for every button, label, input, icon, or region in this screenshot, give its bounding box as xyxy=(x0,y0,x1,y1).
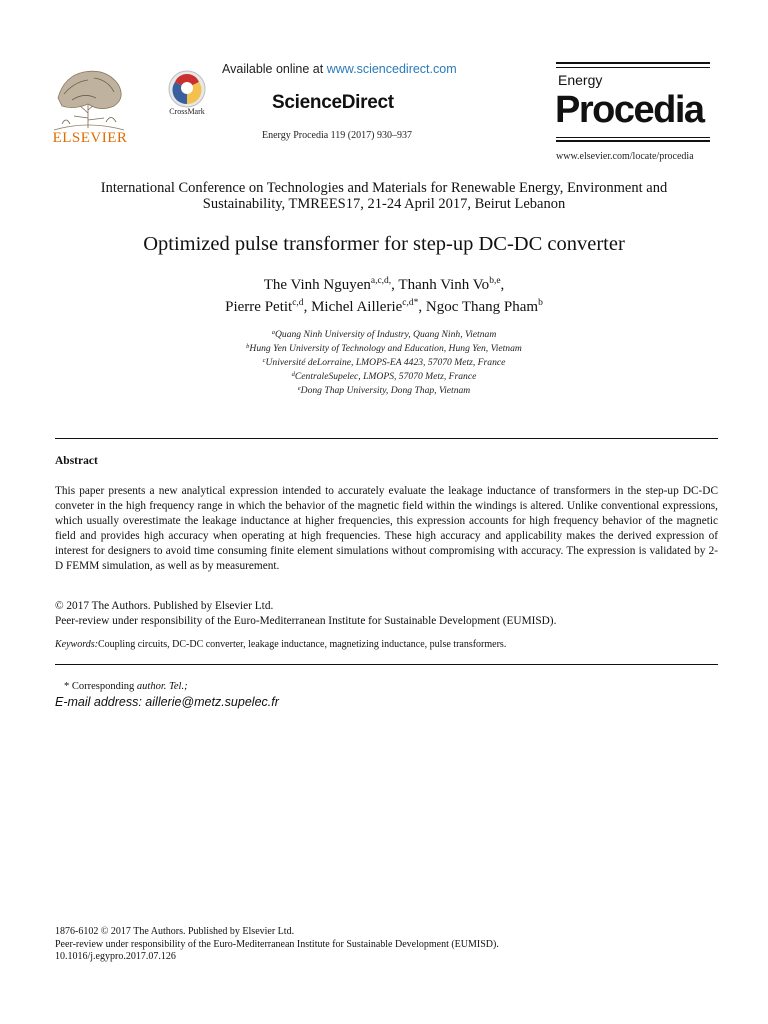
available-prefix: Available online at xyxy=(222,62,327,76)
affiliation-text: Université deLorraine, LMOPS-EA 4423, 57070 Metz, France xyxy=(265,357,506,368)
copyright-line: © 2017 The Authors. Published by Elsevier Ltd. xyxy=(55,600,274,612)
corresponding-author xyxy=(64,681,188,692)
journal-logo-rule xyxy=(556,137,710,138)
author-affil-sup: c,d xyxy=(292,298,304,308)
affiliation-text: Dong Thap University, Dong Thap, Vietnam xyxy=(300,385,471,396)
footer-line: Peer-review under responsibility of the Euro-Mediterranean Institute for Sustainable Development (EUMISD). xyxy=(55,938,499,950)
journal-url[interactable]: www.elsevier.com/locate/procedia xyxy=(556,151,694,162)
affiliation-sup: e xyxy=(297,385,301,392)
conference-line: International Conference on Technologies and Materials for Renewable Energy, Environment and xyxy=(100,180,668,196)
email-address[interactable]: E-mail address: aillerie@metz.supelec.fr xyxy=(55,695,279,709)
author-separator: , xyxy=(391,277,399,293)
journal-logo-top: Energy xyxy=(558,72,603,88)
affiliation xyxy=(40,342,728,356)
keywords-text: Coupling circuits, DC-DC converter, leakage inductance, magnetizing inductance, pulse transformers. xyxy=(97,639,507,650)
keywords xyxy=(55,639,506,650)
author-name: Ngoc Thang Pham xyxy=(425,299,539,315)
author-name: The Vinh Nguyen xyxy=(263,277,371,293)
journal-logo-rule xyxy=(556,62,710,64)
author-separator: , xyxy=(303,299,312,315)
corresponding-prefix: * Corresponding xyxy=(64,681,137,692)
affiliation xyxy=(40,370,728,384)
section-divider xyxy=(55,438,718,439)
available-online xyxy=(222,62,457,76)
journal-logo-main: Procedia xyxy=(555,89,704,131)
affiliation-text: CentraleSupelec, LMOPS, 57070 Metz, France xyxy=(294,371,477,382)
author-list xyxy=(40,274,728,318)
crossmark-label: CrossMark xyxy=(169,107,205,116)
author-affil-sup: c,d* xyxy=(402,298,419,308)
footer-line: 1876-6102 © 2017 The Authors. Published by Elsevier Ltd. xyxy=(55,926,295,937)
affiliation-sup: d xyxy=(291,371,295,378)
author-affil-sup: b,e xyxy=(489,276,501,286)
affiliation-text: Quang Ninh University of Industry, Quang Ninh, Vietnam xyxy=(274,329,497,340)
journal-citation: Energy Procedia 119 (2017) 930–937 xyxy=(262,130,412,141)
section-divider xyxy=(55,664,718,665)
affiliation xyxy=(40,384,728,398)
author-affil-sup: b xyxy=(538,298,543,308)
author-name: Michel Aillerie xyxy=(311,299,403,315)
affiliation xyxy=(40,356,728,370)
copyright-line: Peer-review under responsibility of the Euro-Mediterranean Institute for Sustainable Development (EUMISD). xyxy=(55,614,557,627)
abstract-text: This paper presents a new analytical expression intended to accurately evaluate the leakage inductance of transformers in the step-up DC-DC conveter in the high frequency range in which the behavior of the magnetic field within the windings is altered. Unlike conventional expressions, which usually overestimate the leakage inductance at higher frequencies, this expression accounts for high frequency behavior of the magnetic field and provides high accuracy when operating at high frequencies. These high accuracy and applicability makes the derived expression of interest for designers to avoid time consuming finite element simulations without compromising with accuracy. The expression is validated by 2-D FEMM simulation, as well as by measurement. xyxy=(55,485,718,573)
affiliation xyxy=(40,328,728,342)
page-footer xyxy=(55,926,499,964)
conference-line: Sustainability, TMREES17, 21-24 April 2017, Beirut Lebanon xyxy=(202,196,566,212)
affiliation-list xyxy=(40,328,728,398)
author-separator: , xyxy=(500,277,505,293)
platform-title: ScienceDirect xyxy=(272,92,394,113)
copyright-notice xyxy=(55,599,556,628)
sciencedirect-link[interactable]: www.sciencedirect.com xyxy=(326,62,457,76)
affiliation-sup: c xyxy=(262,357,266,364)
publisher-logo-text: ELSEVIER xyxy=(52,130,128,146)
author-name: Pierre Petit xyxy=(225,299,293,315)
paper-title: Optimized pulse transformer for step-up DC-DC converter xyxy=(143,233,625,255)
abstract-heading: Abstract xyxy=(55,455,98,467)
footer-doi[interactable]: 10.1016/j.egypro.2017.07.126 xyxy=(55,951,176,963)
journal-logo-rule xyxy=(556,67,710,68)
author-line xyxy=(40,296,728,318)
affiliation-sup: a xyxy=(271,329,275,336)
author-affil-sup: a,c,d, xyxy=(370,276,392,286)
keywords-label: Keywords: xyxy=(55,639,98,650)
author-separator: , xyxy=(418,299,426,315)
author-line xyxy=(40,274,728,296)
journal-logo-rule xyxy=(556,140,710,142)
author-name: Thanh Vinh Vo xyxy=(398,277,490,293)
conference-info xyxy=(40,180,728,212)
affiliation-sup: b xyxy=(246,343,250,350)
affiliation-text: Hung Yen University of Technology and Education, Hung Yen, Vietnam xyxy=(249,343,522,354)
corresponding-italic: author. Tel.; xyxy=(136,681,188,692)
